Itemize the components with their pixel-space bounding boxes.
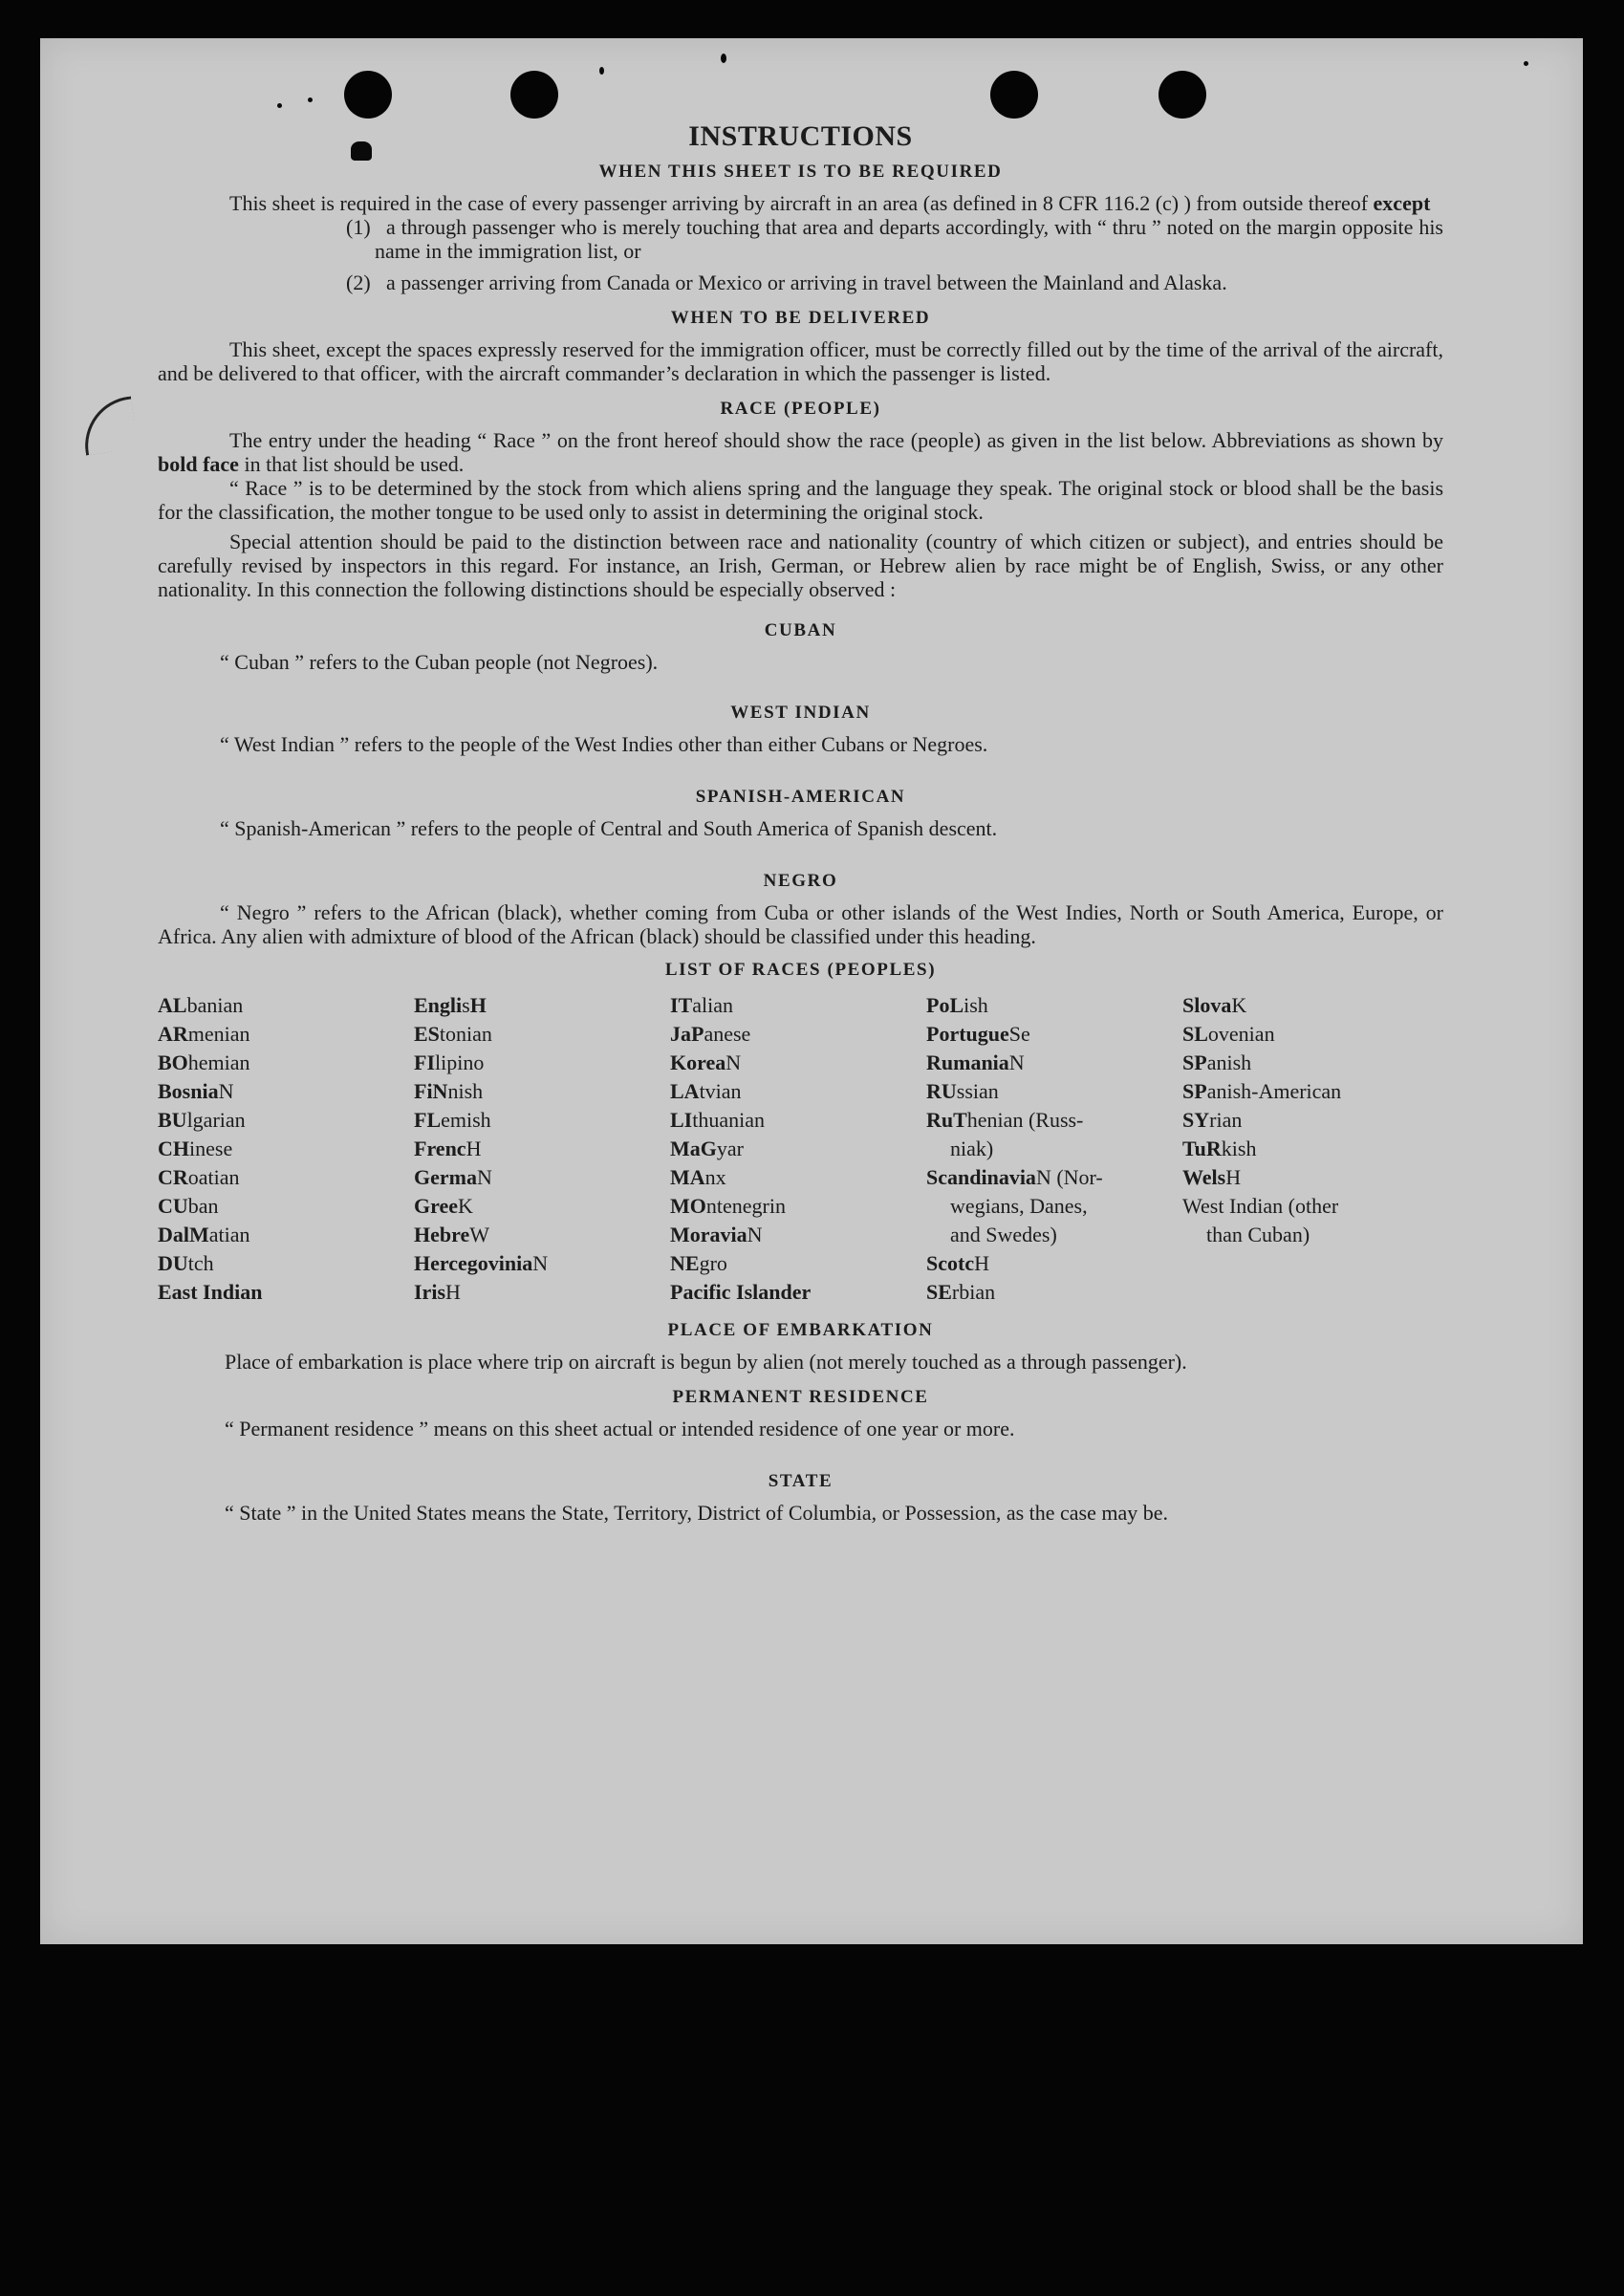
race-text: lipino (435, 1051, 485, 1074)
section-heading-list-of-races: LIST OF RACES (PEOPLES) (664, 960, 937, 980)
race-text: anese (704, 1022, 751, 1046)
list-item (346, 215, 1443, 263)
race-text: gro (699, 1251, 727, 1275)
race-text: lgarian (186, 1108, 246, 1132)
list-item-number: (2) (346, 271, 371, 294)
race-entry (158, 1106, 414, 1135)
race-entry (670, 1135, 926, 1163)
race-entry (670, 1249, 926, 1278)
ink-speck (1524, 61, 1528, 66)
race-p1-start: The entry under the heading “ Race ” on the front hereof should show the race (people) as given in the list below. Abbreviations as shown by (229, 428, 1443, 452)
race-entry (414, 1221, 670, 1249)
punch-hole (344, 71, 392, 119)
race-code: RuT (926, 1108, 967, 1132)
section-heading-when-delivered: WHEN TO BE DELIVERED (670, 308, 931, 328)
race-code: DU (158, 1251, 188, 1275)
race-text: N (Nor- (1035, 1165, 1103, 1189)
race-entry (926, 1020, 1182, 1049)
race-entry (414, 1135, 670, 1163)
race-entry (670, 1106, 926, 1135)
section-heading-negro: NEGRO (763, 871, 838, 891)
race-text: ovenian (1207, 1022, 1275, 1046)
race-p1-bold: bold face (158, 452, 239, 476)
race-entry (1182, 1106, 1443, 1135)
ink-speck (721, 54, 726, 63)
race-entry (670, 1163, 926, 1192)
race-code: DalM (158, 1223, 209, 1246)
race-entry (158, 1135, 414, 1163)
race-text: atian (208, 1223, 250, 1246)
race-text: ban (187, 1194, 219, 1218)
race-text: N (747, 1223, 763, 1246)
race-text: rbian (951, 1280, 996, 1304)
race-text: ish (964, 993, 988, 1017)
race-text: N (725, 1051, 742, 1074)
race-entry (158, 1163, 414, 1192)
section-heading-cuban: CUBAN (764, 620, 837, 640)
race-text: banian (186, 993, 244, 1017)
race-text: N (218, 1079, 234, 1103)
race-code: Engli (414, 993, 463, 1017)
race-entry (158, 1221, 414, 1249)
race-text: H (466, 1137, 482, 1160)
list-item (346, 271, 1443, 294)
race-text-continued: niak) (950, 1137, 994, 1160)
when-required-except: except (1373, 191, 1431, 215)
race-p1-end: in that list should be used. (244, 452, 465, 476)
list-item-text: a passenger arriving from Canada or Mexico or arriving in travel between the Mainland and Alaska. (386, 271, 1227, 294)
race-code: SP (1182, 1079, 1207, 1103)
race-text: kish (1221, 1137, 1257, 1160)
race-code: FI (414, 1051, 435, 1074)
race-entry (414, 1077, 670, 1106)
race-text-continued: wegians, Danes, (950, 1194, 1088, 1218)
race-code: Korea (670, 1051, 726, 1074)
race-entry (158, 991, 414, 1020)
race-entry (670, 1221, 926, 1249)
race-text: rian (1209, 1108, 1243, 1132)
race-code: AR (158, 1022, 188, 1046)
race-entry (414, 1278, 670, 1307)
race-code: Pacific Islander (670, 1280, 812, 1304)
race-code: PoL (926, 993, 964, 1017)
race-entry (1182, 1192, 1443, 1249)
race-code: Scandinavia (926, 1165, 1036, 1189)
race-code: Frenc (414, 1137, 466, 1160)
negro-text: “ Negro ” refers to the African (black), whether coming from Cuba or other islands of the West Indies, North or South America, Europe, or Africa. Any alien with admixture of blood of the African (black) should be classified under this heading. (158, 900, 1443, 948)
race-code: LA (670, 1079, 700, 1103)
race-code: IT (670, 993, 693, 1017)
spanish-american-text: “ Spanish-American ” refers to the people of Central and South America of Spanish descent. (220, 816, 998, 840)
race-entry (926, 1077, 1182, 1106)
section-heading-when-required: WHEN THIS SHEET IS TO BE REQUIRED (598, 162, 1003, 182)
page-title: INSTRUCTIONS (688, 120, 913, 152)
race-entry (158, 1049, 414, 1077)
race-code: Germa (414, 1165, 477, 1189)
race-entry (1182, 1163, 1443, 1192)
race-entry (414, 1192, 670, 1221)
race-entry (670, 1278, 926, 1307)
race-paragraph-1 (158, 428, 1443, 476)
race-code: FL (414, 1108, 442, 1132)
race-code: SP (1182, 1051, 1207, 1074)
race-entry (670, 1049, 926, 1077)
race-text: H (974, 1251, 989, 1275)
race-code: SE (926, 1280, 952, 1304)
race-text: thuanian (692, 1108, 766, 1132)
section-heading-residence: PERMANENT RESIDENCE (672, 1387, 929, 1407)
section-heading-west-indian: WEST INDIAN (730, 703, 871, 723)
race-code: BU (158, 1108, 187, 1132)
race-text: H (445, 1280, 461, 1304)
race-code: MO (670, 1194, 706, 1218)
race-text: oatian (187, 1165, 240, 1189)
race-entry (1182, 1077, 1443, 1106)
races-column (1182, 991, 1443, 1307)
race-text: inese (189, 1137, 233, 1160)
race-text: N (476, 1165, 492, 1189)
race-code: AL (158, 993, 187, 1017)
race-entry (926, 1163, 1182, 1249)
race-entry (1182, 1049, 1443, 1077)
races-column (414, 991, 670, 1307)
races-column (926, 991, 1182, 1307)
race-code: Iris (414, 1280, 445, 1304)
race-code: H (469, 993, 487, 1017)
punch-hole (510, 71, 558, 119)
race-entry (1182, 1135, 1443, 1163)
section-heading-embarkation: PLACE OF EMBARKATION (667, 1320, 934, 1340)
race-code: LI (670, 1108, 693, 1132)
race-entry (670, 991, 926, 1020)
race-entry (414, 1163, 670, 1192)
race-entry (158, 1020, 414, 1049)
race-entry (926, 1049, 1182, 1077)
race-entry (414, 1249, 670, 1278)
race-text: Se (1008, 1022, 1030, 1046)
race-code: Rumania (926, 1051, 1009, 1074)
instructions-content (158, 120, 1443, 1525)
embarkation-text: Place of embarkation is place where trip on aircraft is begun by alien (not merely touched as a through passenger). (225, 1350, 1187, 1374)
state-text: “ State ” in the United States means the State, Territory, District of Columbia, or Possession, as the case may be. (225, 1501, 1169, 1525)
race-text: tch (187, 1251, 214, 1275)
race-text: N (1008, 1051, 1025, 1074)
race-entry (1182, 991, 1443, 1020)
race-text: nx (704, 1165, 726, 1189)
race-entry (158, 1249, 414, 1278)
residence-text: “ Permanent residence ” means on this sheet actual or intended residence of one year or more. (225, 1417, 1015, 1440)
race-code: MaG (670, 1137, 717, 1160)
race-code: CH (158, 1137, 189, 1160)
race-text: tonian (439, 1022, 492, 1046)
race-entry (414, 1020, 670, 1049)
race-entry (414, 991, 670, 1020)
race-text: yar (716, 1137, 744, 1160)
race-text: emish (441, 1108, 491, 1132)
punch-hole (1158, 71, 1206, 119)
race-code: SL (1182, 1022, 1208, 1046)
race-text: K (458, 1194, 473, 1218)
when-delivered-text: This sheet, except the spaces expressly reserved for the immigration officer, must be correctly filled out by the time of the arrival of the aircraft, and be delivered to that officer, with the aircraft commander’s declaration in which the passenger is listed. (158, 337, 1443, 385)
race-text: alian (692, 993, 734, 1017)
race-entry (926, 1278, 1182, 1307)
race-text-continued: and Swedes) (950, 1223, 1057, 1246)
race-entry (926, 1249, 1182, 1278)
race-entry (158, 1278, 414, 1307)
race-code: Gree (414, 1194, 459, 1218)
race-text: anish-American (1206, 1079, 1342, 1103)
race-text: K (1231, 993, 1247, 1017)
west-indian-text: “ West Indian ” refers to the people of the West Indies other than either Cubans or Negroes. (220, 732, 988, 756)
race-code: Portugue (926, 1022, 1009, 1046)
race-entry (158, 1077, 414, 1106)
race-code: Wels (1182, 1165, 1226, 1189)
race-text: tvian (699, 1079, 742, 1103)
race-code: Hercegovinia (414, 1251, 533, 1275)
race-text: ntenegrin (705, 1194, 786, 1218)
races-grid (158, 991, 1443, 1307)
ink-speck (599, 67, 604, 75)
race-code: JaP (670, 1022, 704, 1046)
race-code: CU (158, 1194, 188, 1218)
race-code: SY (1182, 1108, 1210, 1132)
race-entry (414, 1106, 670, 1135)
race-code: RU (926, 1079, 957, 1103)
race-entry (670, 1020, 926, 1049)
ink-speck (308, 97, 313, 102)
race-text: hemian (187, 1051, 250, 1074)
race-entry (926, 991, 1182, 1020)
race-text: West Indian (other (1182, 1194, 1339, 1218)
race-text: ssian (956, 1079, 999, 1103)
when-required-intro (158, 191, 1443, 215)
race-code: NE (670, 1251, 700, 1275)
race-code: CR (158, 1165, 188, 1189)
race-code: Moravia (670, 1223, 747, 1246)
race-paragraph-3: Special attention should be paid to the distinction between race and nationality (country of which citizen or subject), and entries should be carefully revised by inspectors in this regard. For instance, an Irish, German, or Hebrew alien by race might be of English, Swiss, or any other nationality. In this connection the following distinctions should be especially observed : (158, 530, 1443, 601)
ink-speck (277, 103, 282, 108)
race-code: Hebre (414, 1223, 470, 1246)
races-column (158, 991, 414, 1307)
section-heading-spanish-american: SPANISH-AMERICAN (695, 787, 906, 807)
race-text: s (462, 993, 470, 1017)
race-text: henian (Russ- (966, 1108, 1084, 1132)
punch-hole (990, 71, 1038, 119)
race-code: Bosnia (158, 1079, 219, 1103)
race-code: Slova (1182, 993, 1232, 1017)
section-heading-state: STATE (768, 1471, 834, 1491)
race-entry (926, 1106, 1182, 1163)
race-code: Scotc (926, 1251, 975, 1275)
race-paragraph-2: “ Race ” is to be determined by the stock from which aliens spring and the language they speak. The original stock or blood shall be the basis for the classification, the mother tongue to be used only to assist in determining the original stock. (158, 476, 1443, 524)
race-entry (670, 1077, 926, 1106)
cuban-text: “ Cuban ” refers to the Cuban people (not Negroes). (220, 650, 659, 674)
when-required-intro-text: This sheet is required in the case of every passenger arriving by aircraft in an area (as defined in 8 CFR 116.2 (c) ) from outside thereof (229, 191, 1369, 215)
race-entry (158, 1192, 414, 1221)
race-entry (670, 1192, 926, 1221)
section-heading-race: RACE (PEOPLE) (720, 399, 881, 419)
race-entry (1182, 1020, 1443, 1049)
race-text: N (532, 1251, 549, 1275)
list-item-number: (1) (346, 215, 371, 239)
race-text: H (1225, 1165, 1242, 1189)
races-column (670, 991, 926, 1307)
race-entry (414, 1049, 670, 1077)
race-text-continued: than Cuban) (1206, 1223, 1310, 1246)
race-code: ES (414, 1022, 440, 1046)
race-code: FiN (414, 1079, 448, 1103)
race-code: MA (670, 1165, 705, 1189)
race-code: East Indian (158, 1280, 263, 1304)
race-text: nish (447, 1079, 484, 1103)
race-code: TuR (1182, 1137, 1222, 1160)
race-text: menian (187, 1022, 250, 1046)
race-text: W (469, 1223, 490, 1246)
race-code: BO (158, 1051, 188, 1074)
race-text: anish (1206, 1051, 1252, 1074)
list-item-text: a through passenger who is merely touching that area and departs accordingly, with “ thru ” noted on the margin opposite his name in the immigration list, or (375, 215, 1443, 263)
